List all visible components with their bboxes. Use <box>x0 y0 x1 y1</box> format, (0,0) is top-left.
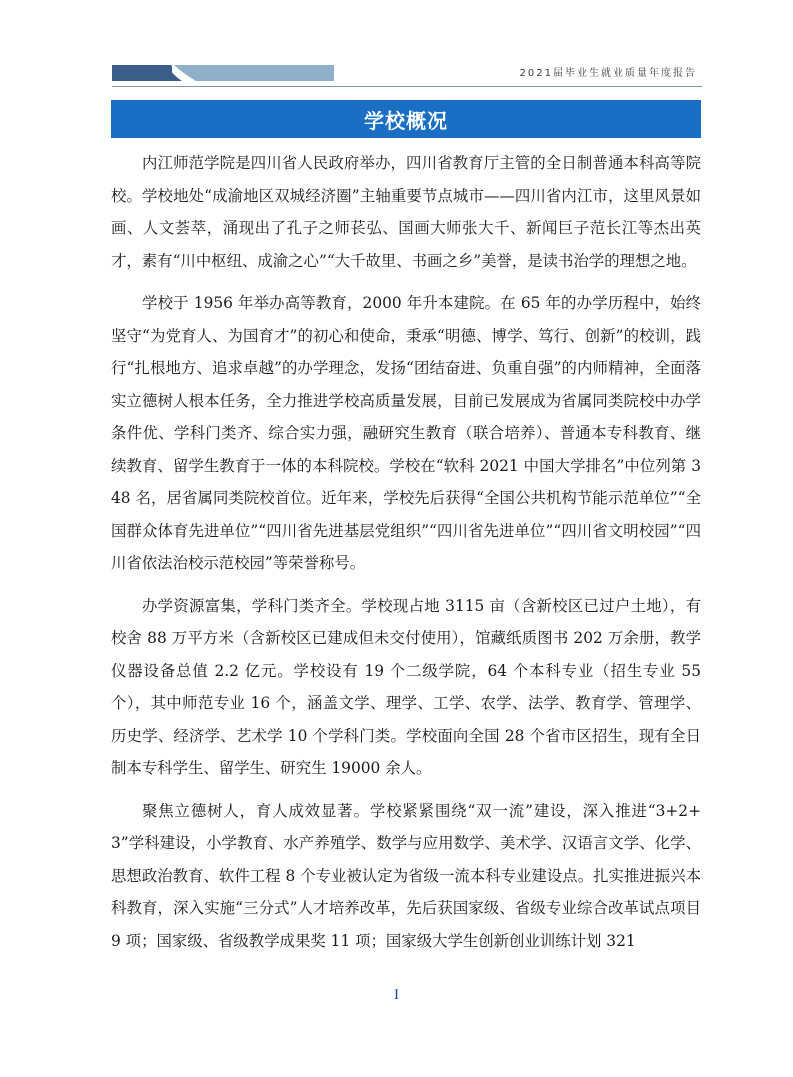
header-divider <box>112 86 702 87</box>
section-title: 学校概况 <box>364 108 448 133</box>
report-header-title: 2021届毕业生就业质量年度报告 <box>519 68 697 79</box>
paragraph-resources: 办学资源富集，学科门类齐全。学校现占地 3115 亩（含新校区已过户土地），有校舍 88 万平方米（含新校区已建成但未交付使用），馆藏纸质图书 202 万余册，教学仪器设备总值 2.2 亿元。学校设有 19 个二级学院，64 个本科专业（招生专业 55 个），其中师范专业 16 个，涵盖文学、理学、工学、农学、法学、教育学、管理学、历史学、经济学、艺术学 10 个学科门类。学校面向全国 28 个省市区招生，现有全日制本专科学生、留学生、研究生 19000 余人。 <box>111 596 701 777</box>
paragraph-education: 聚焦立德树人，育人成效显著。学校紧紧围绕“双一流”建设，深入推进“3+2+3”学科建设，小学教育、水产养殖学、数学与应用数学、美术学、汉语言文学、化学、思想政治教育、软件工程 8 个专业被认定为省级一流本科专业建设点。扎实推进振兴本科教育，深入实施“三分式”人才培养改革，先后获国家级、省级专业综合改革试点项目 9 项；国家级、省级教学成果奖 11 项；国家级大学生创新创业训练计划 321 <box>111 801 701 950</box>
header-decoration <box>112 62 334 84</box>
page-number: I <box>394 987 399 1003</box>
section-title-banner <box>111 100 701 138</box>
body-content <box>111 147 701 967</box>
paragraph-intro: 内江师范学院是四川省人民政府举办，四川省教育厅主管的全日制普通本科高等院校。学校地处“成渝地区双城经济圈”主轴重要节点城市——四川省内江市，这里风景如画、人文荟萃，涌现出了孔子之师苌弘、国画大师张大千、新闻巨子范长江等杰出英才，素有“川中枢纽、成渝之心”“大千故里、书画之乡”美誉，是读书治学的理想之地。 <box>111 154 701 270</box>
paragraph-history: 学校于 1956 年举办高等教育，2000 年升本建院。在 65 年的办学历程中，始终坚守“为党育人、为国育才”的初心和使命，秉承“明德、博学、笃行、创新”的校训，践行“扎根地方、追求卓越”的办学理念，发扬“团结奋进、负重自强”的内师精神，全面落实立德树人根本任务，全力推进学校高质量发展，目前已发展成为省属同类院校中办学条件优、学科门类齐、综合实力强，融研究生教育（联合培养）、普通本专科教育、继续教育、留学生教育于一体的本科院校。学校在“软科 2021 中国大学排名”中位列第 348 名，居省属同类院校首位。近年来，学校先后获得“全国公共机构节能示范单位”“全国群众体育先进单位”“四川省先进基层党组织”“四川省先进单位”“四川省文明校园”“四川省依法治校示范校园”等荣誉称号。 <box>111 294 701 572</box>
